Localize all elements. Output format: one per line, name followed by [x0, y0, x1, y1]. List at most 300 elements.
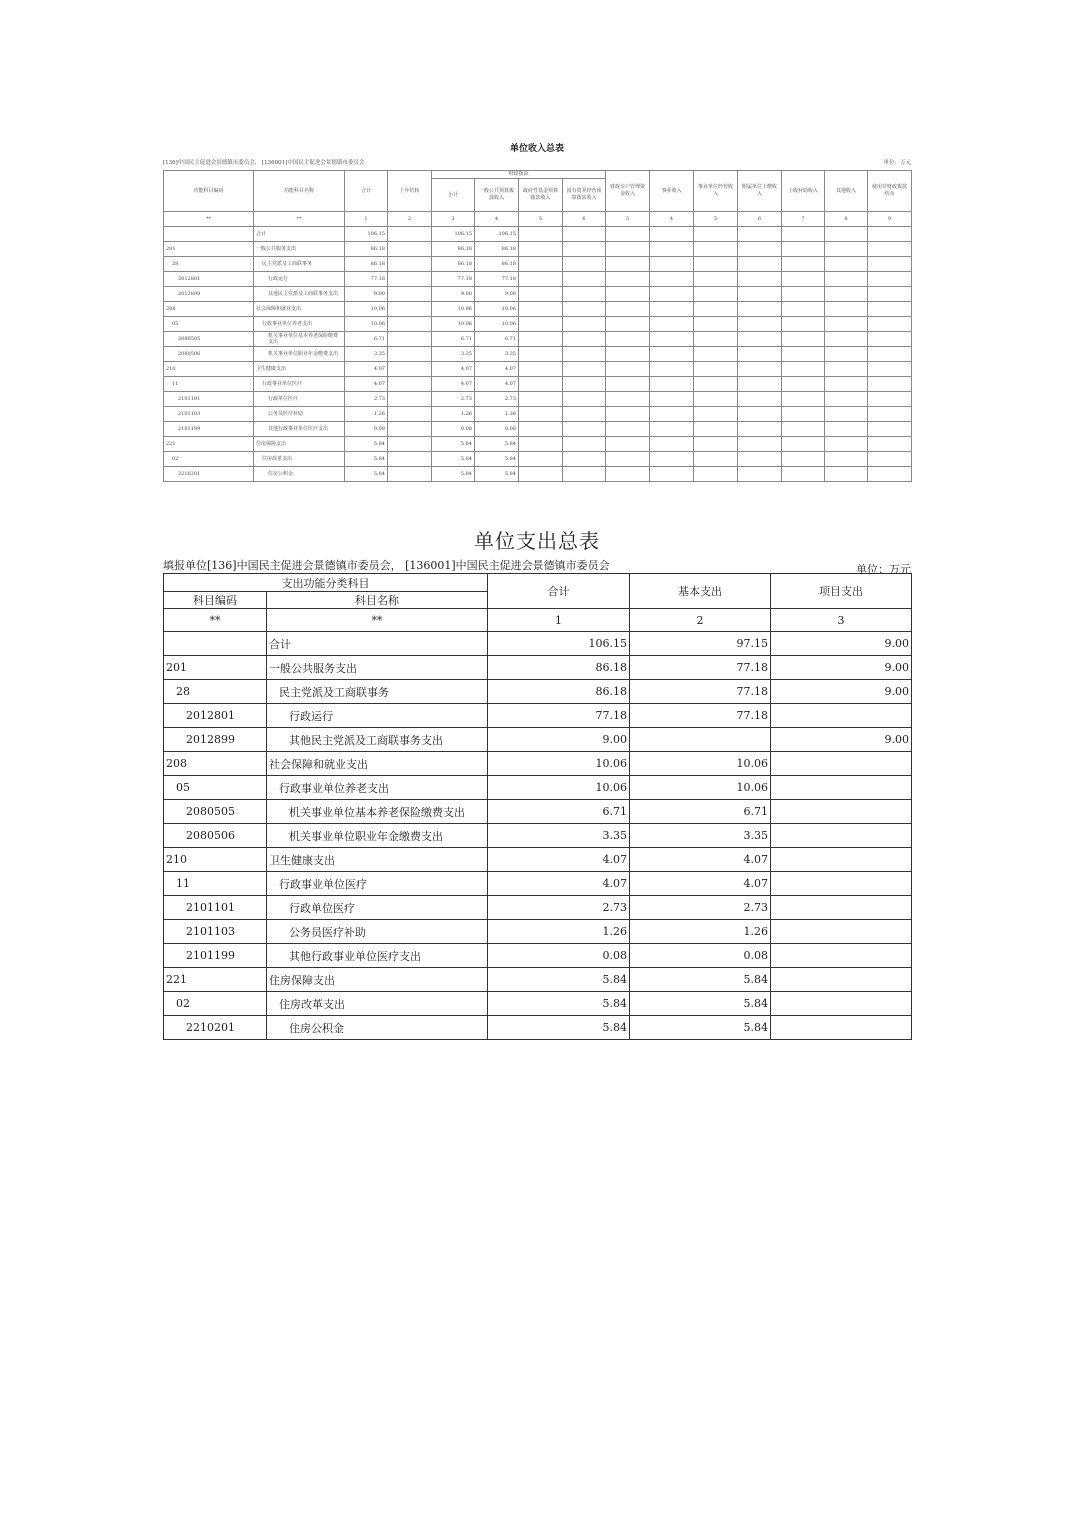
income-general-cell: 4.07 — [475, 377, 519, 392]
income-empty-cell — [650, 227, 694, 242]
expenditure-code-cell: 28 — [164, 680, 267, 704]
income-empty-cell — [606, 347, 650, 362]
income-subtotal-cell: 3.35 — [432, 347, 475, 362]
income-row — [164, 422, 912, 437]
income-mark-cell: 6 — [563, 212, 606, 227]
income-empty-cell — [868, 347, 912, 362]
expenditure-name-cell: 行政事业单位养老支出 — [267, 776, 488, 800]
expenditure-mark-cell: 1 — [488, 609, 630, 632]
income-code-cell: 221 — [164, 437, 254, 452]
income-mark-cell: ** — [254, 212, 345, 227]
income-empty-cell — [519, 437, 563, 452]
expenditure-total-cell: 2.73 — [488, 896, 630, 920]
income-empty-cell — [606, 227, 650, 242]
income-empty-cell — [606, 332, 650, 347]
income-code-cell — [164, 227, 254, 242]
income-empty-cell — [868, 242, 912, 257]
expenditure-project-cell — [771, 800, 912, 824]
expenditure-mark-cell: 2 — [630, 609, 771, 632]
expenditure-code-cell: 2012801 — [164, 704, 267, 728]
expenditure-row — [164, 704, 912, 728]
expenditure-total-cell: 3.35 — [488, 824, 630, 848]
income-header-business: 事业收入 — [650, 171, 694, 212]
income-empty-cell — [650, 332, 694, 347]
income-title: 单位收入总表 — [509, 144, 564, 154]
income-empty-cell — [694, 362, 738, 377]
income-empty-cell — [563, 362, 606, 377]
expenditure-row — [164, 1016, 912, 1040]
expenditure-project-cell — [771, 704, 912, 728]
income-header-total: 合计 — [345, 171, 388, 212]
income-last-year-cell — [388, 437, 432, 452]
income-empty-cell — [606, 452, 650, 467]
income-general-cell: 10.06 — [475, 317, 519, 332]
income-empty-cell — [563, 452, 606, 467]
income-empty-cell — [782, 227, 825, 242]
expenditure-row — [164, 752, 912, 776]
income-row — [164, 242, 912, 257]
income-empty-cell — [519, 332, 563, 347]
expenditure-project-cell: 9.00 — [771, 656, 912, 680]
income-empty-cell — [694, 392, 738, 407]
income-total-cell: 106.15 — [345, 227, 388, 242]
expenditure-total-cell: 5.84 — [488, 968, 630, 992]
income-empty-cell — [782, 287, 825, 302]
income-last-year-cell — [388, 362, 432, 377]
income-header-other: 其他收入 — [825, 171, 868, 212]
expenditure-name-cell: 一般公共服务支出 — [267, 656, 488, 680]
income-empty-cell — [519, 287, 563, 302]
income-empty-cell — [782, 392, 825, 407]
income-name-cell: 其他民主党派及工商联事务支出 — [254, 287, 345, 302]
expenditure-code-cell: 201 — [164, 656, 267, 680]
income-empty-cell — [868, 377, 912, 392]
income-row — [164, 437, 912, 452]
expenditure-project-cell — [771, 1016, 912, 1040]
expenditure-project-cell — [771, 824, 912, 848]
income-last-year-cell — [388, 377, 432, 392]
income-empty-cell — [519, 347, 563, 362]
income-total-cell: 9.00 — [345, 287, 388, 302]
income-general-cell: 106.15 — [475, 227, 519, 242]
income-mark-cell: 1 — [345, 212, 388, 227]
income-empty-cell — [606, 392, 650, 407]
expenditure-total-cell: 6.71 — [488, 800, 630, 824]
income-name-cell: 行政单位医疗 — [254, 392, 345, 407]
income-empty-cell — [563, 242, 606, 257]
expenditure-name-cell: 行政事业单位医疗 — [267, 872, 488, 896]
income-total-cell: 5.84 — [345, 452, 388, 467]
income-code-cell: 2101103 — [164, 407, 254, 422]
income-mark-cell: 5 — [694, 212, 738, 227]
income-empty-cell — [825, 452, 868, 467]
income-empty-cell — [782, 407, 825, 422]
income-empty-cell — [694, 242, 738, 257]
income-subheader — [163, 158, 911, 170]
expenditure-org: 填报单位[136]中国民主促进会景德镇市委员会， [136001]中国民主促进会景德镇市委员会 — [163, 559, 610, 572]
income-name-cell: 合计 — [254, 227, 345, 242]
income-mark-cell: 4 — [475, 212, 519, 227]
income-empty-cell — [738, 392, 782, 407]
expenditure-row — [164, 896, 912, 920]
expenditure-code-cell: 2101103 — [164, 920, 267, 944]
income-total-cell: 2.73 — [345, 392, 388, 407]
income-empty-cell — [650, 407, 694, 422]
income-mark-cell: ** — [164, 212, 254, 227]
income-empty-cell — [563, 317, 606, 332]
income-row — [164, 272, 912, 287]
income-total-cell: 5.84 — [345, 437, 388, 452]
income-empty-cell — [868, 467, 912, 482]
expenditure-row — [164, 632, 912, 656]
income-empty-cell — [694, 422, 738, 437]
expenditure-project-cell: 9.00 — [771, 728, 912, 752]
income-header-last-year: 上年结转 — [388, 171, 432, 212]
expenditure-code-cell: 208 — [164, 752, 267, 776]
income-empty-cell — [650, 362, 694, 377]
income-header-superior: 上级补助收入 — [782, 171, 825, 212]
income-empty-cell — [606, 407, 650, 422]
income-empty-cell — [650, 437, 694, 452]
income-empty-cell — [738, 272, 782, 287]
income-empty-cell — [738, 362, 782, 377]
expenditure-basic-cell: 0.08 — [630, 944, 771, 968]
income-empty-cell — [825, 467, 868, 482]
expenditure-total-cell: 86.18 — [488, 680, 630, 704]
income-last-year-cell — [388, 317, 432, 332]
expenditure-basic-cell: 1.26 — [630, 920, 771, 944]
income-name-cell: 一般公共服务支出 — [254, 242, 345, 257]
income-subtotal-cell: 0.08 — [432, 422, 475, 437]
income-empty-cell — [868, 437, 912, 452]
income-empty-cell — [694, 452, 738, 467]
income-empty-cell — [563, 437, 606, 452]
expenditure-code-cell: 2080505 — [164, 800, 267, 824]
income-subtotal-cell: 6.71 — [432, 332, 475, 347]
income-empty-cell — [606, 362, 650, 377]
income-mark-cell: 6 — [738, 212, 782, 227]
income-name-cell: 其他行政事业单位医疗支出 — [254, 422, 345, 437]
expenditure-code-cell: 2101101 — [164, 896, 267, 920]
income-total-cell: 86.18 — [345, 257, 388, 272]
expenditure-basic-cell: 4.07 — [630, 872, 771, 896]
income-empty-cell — [606, 377, 650, 392]
income-summary-section — [163, 140, 911, 482]
income-general-cell: 5.84 — [475, 467, 519, 482]
income-empty-cell — [563, 392, 606, 407]
expenditure-basic-cell: 10.06 — [630, 776, 771, 800]
income-empty-cell — [738, 377, 782, 392]
income-empty-cell — [868, 257, 912, 272]
expenditure-row — [164, 944, 912, 968]
income-total-cell: 10.06 — [345, 302, 388, 317]
income-empty-cell — [782, 452, 825, 467]
income-mark-cell: 3 — [606, 212, 650, 227]
income-empty-cell — [782, 272, 825, 287]
income-subtotal-cell: 86.18 — [432, 257, 475, 272]
income-total-cell: 3.35 — [345, 347, 388, 362]
income-empty-cell — [519, 467, 563, 482]
expenditure-row — [164, 824, 912, 848]
income-unit: 单位：万元 — [883, 160, 911, 166]
expenditure-basic-cell: 6.71 — [630, 800, 771, 824]
income-empty-cell — [606, 422, 650, 437]
income-empty-cell — [825, 257, 868, 272]
expenditure-basic-cell: 5.84 — [630, 968, 771, 992]
income-empty-cell — [519, 317, 563, 332]
expenditure-name-cell: 其他民主党派及工商联事务支出 — [267, 728, 488, 752]
income-empty-cell — [606, 272, 650, 287]
income-empty-cell — [519, 302, 563, 317]
income-empty-cell — [868, 332, 912, 347]
income-empty-cell — [519, 407, 563, 422]
expenditure-code-cell: 2101199 — [164, 944, 267, 968]
expenditure-mark-cell: 3 — [771, 609, 912, 632]
income-row — [164, 227, 912, 242]
income-empty-cell — [868, 392, 912, 407]
income-table — [163, 170, 912, 482]
income-code-cell: 28 — [164, 257, 254, 272]
expenditure-project-cell — [771, 968, 912, 992]
income-general-cell: 9.00 — [475, 287, 519, 302]
income-empty-cell — [694, 407, 738, 422]
expenditure-code-cell: 2012899 — [164, 728, 267, 752]
income-empty-cell — [650, 422, 694, 437]
income-name-cell: 机关事业单位基本养老保险缴费支出 — [254, 332, 345, 347]
expenditure-name-cell: 卫生健康支出 — [267, 848, 488, 872]
income-empty-cell — [825, 422, 868, 437]
expenditure-mark-cell: ** — [267, 609, 488, 632]
expenditure-total-cell: 86.18 — [488, 656, 630, 680]
income-marks-row — [164, 212, 912, 227]
income-empty-cell — [694, 377, 738, 392]
income-row — [164, 362, 912, 377]
income-subtotal-cell: 106.15 — [432, 227, 475, 242]
income-name-cell: 行政事业单位医疗 — [254, 377, 345, 392]
income-code-cell: 2080506 — [164, 347, 254, 362]
expenditure-basic-cell: 77.18 — [630, 704, 771, 728]
income-header-operating: 事业单位经营收入 — [694, 171, 738, 212]
income-empty-cell — [563, 272, 606, 287]
income-header-code: 功能科目编码 — [164, 171, 254, 212]
income-empty-cell — [738, 242, 782, 257]
income-total-cell: 4.07 — [345, 377, 388, 392]
income-name-cell: 机关事业单位职业年金缴费支出 — [254, 347, 345, 362]
expenditure-total-cell: 10.06 — [488, 752, 630, 776]
income-empty-cell — [868, 227, 912, 242]
income-empty-cell — [825, 392, 868, 407]
income-empty-cell — [782, 332, 825, 347]
income-empty-cell — [694, 317, 738, 332]
income-empty-cell — [519, 452, 563, 467]
expenditure-summary-section — [163, 527, 911, 1040]
expenditure-header-project: 项目支出 — [771, 574, 912, 609]
income-subtotal-cell: 4.07 — [432, 362, 475, 377]
income-empty-cell — [782, 302, 825, 317]
income-empty-cell — [563, 332, 606, 347]
income-code-cell: 2101101 — [164, 392, 254, 407]
income-mark-cell: 9 — [868, 212, 912, 227]
income-empty-cell — [563, 257, 606, 272]
expenditure-basic-cell: 77.18 — [630, 656, 771, 680]
income-empty-cell — [563, 422, 606, 437]
income-general-cell: 6.71 — [475, 332, 519, 347]
income-empty-cell — [738, 257, 782, 272]
income-empty-cell — [868, 287, 912, 302]
income-empty-cell — [606, 467, 650, 482]
income-name-cell: 民主党派及工商联事务 — [254, 257, 345, 272]
income-empty-cell — [825, 362, 868, 377]
income-empty-cell — [825, 242, 868, 257]
income-empty-cell — [650, 257, 694, 272]
expenditure-title: 单位支出总表 — [474, 529, 600, 553]
income-general-cell: 5.84 — [475, 452, 519, 467]
expenditure-name-cell: 机关事业单位职业年金缴费支出 — [267, 824, 488, 848]
income-code-cell: 2012801 — [164, 272, 254, 287]
income-empty-cell — [519, 377, 563, 392]
income-code-cell: 208 — [164, 302, 254, 317]
income-last-year-cell — [388, 257, 432, 272]
expenditure-basic-cell: 5.84 — [630, 1016, 771, 1040]
expenditure-row — [164, 968, 912, 992]
income-header-subsidiary: 附属单位上缴收入 — [738, 171, 782, 212]
income-empty-cell — [694, 287, 738, 302]
income-subtotal-cell: 5.84 — [432, 452, 475, 467]
income-empty-cell — [519, 242, 563, 257]
income-general-cell: 10.06 — [475, 302, 519, 317]
income-empty-cell — [782, 467, 825, 482]
income-empty-cell — [563, 347, 606, 362]
income-empty-cell — [650, 287, 694, 302]
income-empty-cell — [825, 347, 868, 362]
income-general-cell: 1.26 — [475, 407, 519, 422]
income-empty-cell — [825, 377, 868, 392]
expenditure-name-cell: 民主党派及工商联事务 — [267, 680, 488, 704]
expenditure-row — [164, 680, 912, 704]
expenditure-header-code: 科目编码 — [164, 592, 267, 609]
income-empty-cell — [782, 347, 825, 362]
income-total-cell: 86.18 — [345, 242, 388, 257]
expenditure-row — [164, 992, 912, 1016]
expenditure-row — [164, 848, 912, 872]
income-name-cell: 住房公积金 — [254, 467, 345, 482]
income-subtotal-cell: 1.26 — [432, 407, 475, 422]
expenditure-project-cell — [771, 944, 912, 968]
income-subtotal-cell: 9.00 — [432, 287, 475, 302]
income-total-cell: 6.71 — [345, 332, 388, 347]
income-name-cell: 社会保障和就业支出 — [254, 302, 345, 317]
income-empty-cell — [738, 332, 782, 347]
income-name-cell: 公务员医疗补助 — [254, 407, 345, 422]
expenditure-project-cell — [771, 872, 912, 896]
income-row — [164, 452, 912, 467]
income-last-year-cell — [388, 332, 432, 347]
expenditure-total-cell: 77.18 — [488, 704, 630, 728]
income-empty-cell — [563, 287, 606, 302]
income-empty-cell — [868, 362, 912, 377]
income-empty-cell — [868, 272, 912, 287]
expenditure-project-cell — [771, 920, 912, 944]
expenditure-code-cell: 02 — [164, 992, 267, 1016]
income-empty-cell — [825, 272, 868, 287]
income-code-cell: 02 — [164, 452, 254, 467]
income-general-cell: 86.18 — [475, 242, 519, 257]
income-header-fiscal-group: 财政拨款 — [432, 171, 606, 179]
income-empty-cell — [738, 227, 782, 242]
expenditure-mark-cell: ** — [164, 609, 267, 632]
expenditure-unit: 单位：万元 — [856, 563, 911, 576]
expenditure-basic-cell: 10.06 — [630, 752, 771, 776]
income-header-fiscal-special: 财政专户管理资金收入 — [606, 171, 650, 212]
income-last-year-cell — [388, 302, 432, 317]
expenditure-header-total: 合计 — [488, 574, 630, 609]
income-empty-cell — [738, 467, 782, 482]
expenditure-project-cell: 9.00 — [771, 632, 912, 656]
expenditure-code-cell: 2210201 — [164, 1016, 267, 1040]
income-empty-cell — [519, 392, 563, 407]
income-empty-cell — [782, 422, 825, 437]
expenditure-basic-cell: 2.73 — [630, 896, 771, 920]
income-row — [164, 407, 912, 422]
expenditure-code-cell: 2080506 — [164, 824, 267, 848]
income-header-general-budget: 一般公共预算拨款收入 — [475, 179, 519, 212]
expenditure-code-cell: 210 — [164, 848, 267, 872]
income-empty-cell — [606, 302, 650, 317]
expenditure-code-cell: 11 — [164, 872, 267, 896]
income-subtotal-cell: 5.84 — [432, 467, 475, 482]
income-empty-cell — [650, 347, 694, 362]
expenditure-total-cell: 9.00 — [488, 728, 630, 752]
expenditure-subheader — [163, 555, 911, 576]
income-empty-cell — [563, 227, 606, 242]
income-subtotal-cell: 5.84 — [432, 437, 475, 452]
expenditure-name-cell: 住房改革支出 — [267, 992, 488, 1016]
expenditure-total-cell: 4.07 — [488, 872, 630, 896]
income-empty-cell — [782, 257, 825, 272]
income-empty-cell — [650, 242, 694, 257]
expenditure-total-cell: 4.07 — [488, 848, 630, 872]
expenditure-total-cell: 5.84 — [488, 992, 630, 1016]
income-empty-cell — [606, 317, 650, 332]
expenditure-name-cell: 合计 — [267, 632, 488, 656]
expenditure-header-basic: 基本支出 — [630, 574, 771, 609]
income-code-cell: 05 — [164, 317, 254, 332]
income-header-state-capital: 国有资本经营预算拨款收入 — [563, 179, 606, 212]
income-empty-cell — [738, 437, 782, 452]
income-last-year-cell — [388, 422, 432, 437]
income-empty-cell — [782, 377, 825, 392]
income-empty-cell — [868, 422, 912, 437]
income-empty-cell — [650, 317, 694, 332]
income-header-gov-fund: 政府性基金预算拨款收入 — [519, 179, 563, 212]
income-empty-cell — [650, 467, 694, 482]
income-empty-cell — [782, 362, 825, 377]
income-last-year-cell — [388, 242, 432, 257]
income-empty-cell — [825, 407, 868, 422]
income-empty-cell — [825, 227, 868, 242]
expenditure-project-cell — [771, 848, 912, 872]
income-total-cell: 0.08 — [345, 422, 388, 437]
expenditure-row — [164, 728, 912, 752]
income-row — [164, 377, 912, 392]
income-total-cell: 4.07 — [345, 362, 388, 377]
income-subtotal-cell: 86.18 — [432, 242, 475, 257]
income-empty-cell — [563, 377, 606, 392]
income-total-cell: 10.06 — [345, 317, 388, 332]
income-empty-cell — [825, 317, 868, 332]
income-empty-cell — [868, 302, 912, 317]
income-name-cell: 住房改革支出 — [254, 452, 345, 467]
